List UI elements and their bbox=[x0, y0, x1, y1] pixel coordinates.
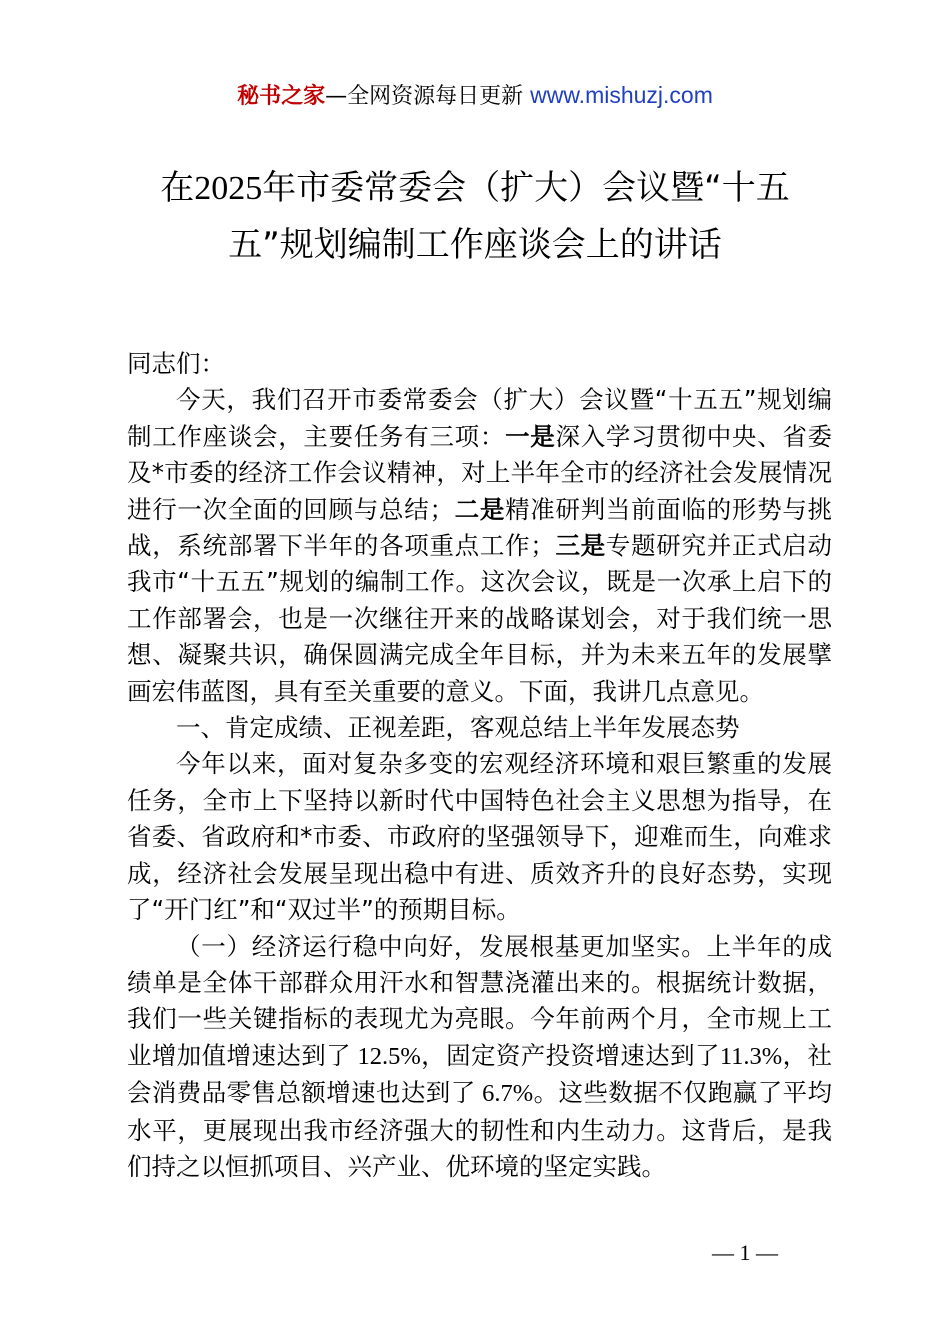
paragraph-intro bbox=[127, 382, 832, 710]
section-heading-1: 一、肯定成绩、正视差距，客观总结上半年发展态势 bbox=[176, 713, 740, 743]
economy-text-a: （一）经济运行稳中向好，发展根基更加坚实。上半年的成绩单是全体干部群众用汗水和智慧浇灌出来的。根据统计数据，我们一些关键指标的表现尤为亮眼。今年前两个月，全市规上工业增加值增速达到了 bbox=[127, 931, 832, 1070]
salutation: 同志们： bbox=[127, 349, 225, 378]
site-url-link[interactable]: www.mishuzj.com bbox=[530, 82, 713, 108]
economy-investment-growth: 11.3% bbox=[719, 1042, 783, 1070]
paragraph-economy bbox=[127, 929, 832, 1186]
paragraph-summary: 今年以来，面对复杂多变的宏观经济环境和艰巨繁重的发展任务，全市上下坚持以新时代中国特色社会主义思想为指导，在省委、省政府和*市委、市政府的坚强领导下，迎难而生，向难求成，经济社会发展呈现出稳中有进、质效齐升的良好态势，实现了“开门红”和“双过半”的预期目标。 bbox=[127, 749, 832, 925]
intro-text-d: 精准研判当前面临的形势与挑战，系统部署下半年的各项重点工作； bbox=[127, 494, 833, 561]
economy-text-c: ，社会消费品零售总额增速也达到了 bbox=[127, 1040, 832, 1108]
economy-industrial-growth: 12.5% bbox=[351, 1042, 421, 1070]
economy-text-d: 。这些数据不仅跑赢了平均水平，更展现出我市经济强大的韧性和内生动力。这背后，是我们持之以恒抓项目、兴产业、优环境的坚定实践。 bbox=[127, 1078, 832, 1181]
intro-text-c: 深入学习贯彻中央、省委及*市委的经济工作会议精神，对上半年全市的经济社会发展情况进行一次全面的回顾与总结； bbox=[127, 421, 833, 524]
intro-text-a: 今天，我们召开市委常委会（扩大）会议暨“十五五”规划编制工作座谈会，主要任务有三项： bbox=[127, 385, 832, 451]
intro-bold-third: 三是 bbox=[554, 531, 606, 561]
economy-text-b: ，固定资产投资增速达到了 bbox=[420, 1040, 720, 1070]
brand-name: 秘书之家 bbox=[237, 84, 326, 109]
title-year: 2025 bbox=[194, 170, 263, 207]
title-prefix: 在 bbox=[160, 168, 195, 208]
page-number: — 1 — bbox=[712, 1240, 778, 1265]
economy-retail-growth: 6.7% bbox=[475, 1080, 534, 1108]
document-title bbox=[120, 160, 830, 274]
title-line2: 五”规划编制工作座谈会上的讲话 bbox=[228, 225, 722, 265]
intro-bold-first: 一是 bbox=[505, 421, 556, 451]
site-banner bbox=[0, 78, 950, 114]
site-slogan: —全网资源每日更新 bbox=[325, 84, 531, 109]
intro-bold-second: 二是 bbox=[453, 494, 506, 524]
document-body bbox=[127, 346, 832, 1185]
intro-text-e: 专题研究并正式启动我市“十五五”规划的编制工作。这次会议，既是一次承上启下的工作部署会，也是一次继往开来的战略谋划会，对于我们统一思想、凝聚共识，确保圆满完成全年目标，并为未来五年的发展擘画宏伟蓝图，具有至关重要的意义。下面，我讲几点意见。 bbox=[127, 531, 833, 706]
title-line1-rest: 年市委常委会（扩大）会议暨“十五 bbox=[262, 168, 790, 208]
